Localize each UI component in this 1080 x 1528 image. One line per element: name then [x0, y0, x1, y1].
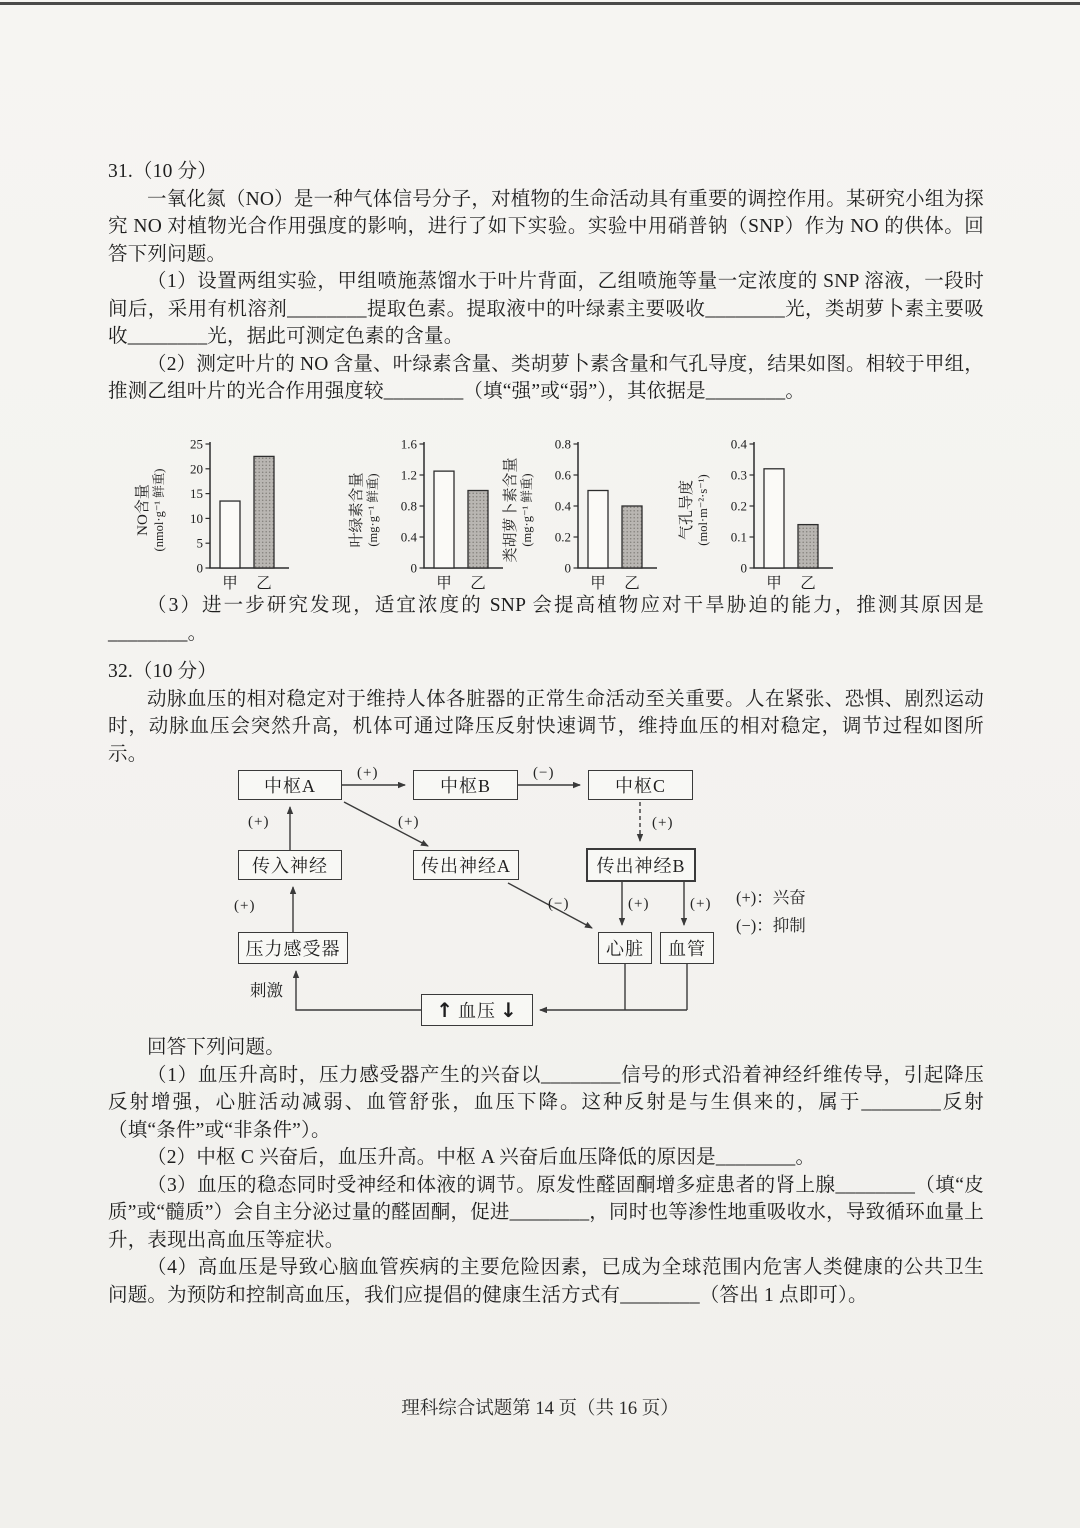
node-center-a: 中枢A — [238, 770, 342, 800]
q32-part3: （3）血压的稳态同时受神经和体液的调节。原发性醛固酮增多症患者的肾上腺________（填“皮质”或“髓质”）会自主分泌过量的醛固酮，促进________，同时也等渗性地重吸收水，导致循环血量上升，表现出高血压等症状。 — [108, 1174, 984, 1251]
bar-chart-svg — [388, 436, 508, 596]
edge-label-plus-a-b: (+) — [357, 765, 379, 781]
category-label: 乙 — [256, 575, 272, 592]
chart-no-content — [128, 436, 296, 598]
y-tick-label: 10 — [190, 510, 203, 526]
bar-甲 — [588, 491, 608, 569]
y-tick-label: 0.4 — [730, 436, 747, 452]
scan-edge-line — [0, 2, 1080, 5]
chart-ylabel-unit: (mg·g⁻¹ 鲜重) — [520, 473, 535, 547]
node-vessel: 血管 — [660, 932, 714, 964]
category-label: 乙 — [624, 575, 640, 592]
chart-chlorophyll-content — [342, 436, 510, 598]
question-32-parts — [108, 1034, 984, 1309]
chart-ylabel — [496, 436, 542, 596]
bar-乙 — [622, 506, 642, 568]
y-tick-label: 0.2 — [730, 498, 747, 514]
y-tick-label: 0 — [196, 560, 203, 576]
category-label: 甲 — [766, 575, 782, 592]
node-efferent-nerve-b: 传出神经B — [586, 848, 696, 882]
q31-part2: （2）测定叶片的 NO 含量、叶绿素含量、类胡萝卜素含量和气孔导度，结果如图。相较于甲组，推测乙组叶片的光合作用强度较________（填“强”或“弱”），其依据是________。 — [108, 353, 984, 402]
chart-ylabel-name: 气孔导度 — [679, 479, 696, 540]
node-afferent-nerve: 传入神经 — [238, 850, 342, 880]
chart-ylabel-name: NO含量 — [135, 483, 152, 536]
q31-part3: （3）进一步研究发现，适宜浓度的 SNP 会提高植物应对干旱胁迫的能力，推测其原因是________。 — [108, 595, 984, 644]
chart-ylabel-unit: (mg·g⁻¹ 鲜重) — [366, 473, 381, 547]
chart-ylabel — [672, 436, 718, 596]
node-heart: 心脏 — [598, 932, 652, 964]
q32-number: 32.（10 分） — [108, 661, 218, 682]
question-31 — [108, 158, 984, 406]
chart-ylabel-unit: (nmol·g⁻¹ 鲜重) — [152, 468, 167, 552]
edge-label-plus-efferent-b-vessel: (+) — [690, 896, 712, 912]
page-footer: 理科综合试题第 14 页（共 16 页） — [401, 1399, 679, 1419]
stimulus-label: 刺激 — [250, 981, 283, 1000]
edge-label-plus-a-efferent-a: (+) — [398, 814, 420, 830]
edge-label-minus-efferent-a-heart: (−) — [548, 896, 570, 912]
chart-ylabel — [128, 436, 174, 596]
bar-chart-svg — [718, 436, 838, 596]
y-tick-label: 0 — [564, 560, 571, 576]
chart-stomatal-conductance — [672, 436, 840, 598]
legend-plus: (+)：兴奋 — [736, 888, 806, 907]
edge-label-plus-afferent-a: (+) — [248, 814, 270, 830]
bar-甲 — [434, 471, 454, 568]
q32-prompt: 回答下列问题。 — [147, 1037, 285, 1058]
node-blood-pressure — [421, 994, 533, 1026]
y-tick-label: 20 — [190, 461, 203, 477]
category-label: 甲 — [436, 575, 452, 592]
chart-ylabel-unit: (mol·m⁻²·s⁻¹) — [696, 473, 711, 546]
node-center-b: 中枢B — [413, 770, 518, 800]
bar-甲 — [220, 501, 240, 568]
y-tick-label: 15 — [190, 486, 203, 502]
diagram-arrows — [0, 762, 1080, 1040]
question-31-part3 — [108, 592, 984, 647]
q31-part1: （1）设置两组实验，甲组喷施蒸馏水于叶片背面，乙组喷施等量一定浓度的 SNP 溶液，一段时间后，采用有机溶剂________提取色素。提取液中的叶绿素主要吸收________光，类胡萝卜素主要吸收________光，据此可测定色素的含量。 — [108, 271, 984, 347]
y-tick-label: 0.8 — [554, 436, 571, 452]
y-tick-label: 0.3 — [730, 467, 747, 483]
bp-label: 血压 — [458, 1001, 496, 1021]
bar-chart-svg — [542, 436, 662, 596]
y-tick-label: 1.6 — [400, 436, 417, 452]
bp-up-arrow-icon: ↑ — [436, 998, 454, 1022]
edge-label-minus-b-c: (−) — [533, 765, 555, 781]
edge-label-plus-efferent-b-heart: (+) — [628, 896, 650, 912]
bar-chart-svg — [174, 436, 294, 596]
charts-row — [0, 436, 1080, 600]
bar-乙 — [254, 456, 274, 568]
category-label: 乙 — [800, 575, 816, 592]
category-label: 甲 — [222, 575, 238, 592]
edge-label-plus-baroreceptor: (+) — [234, 898, 256, 914]
y-tick-label: 0.8 — [400, 498, 417, 514]
q32-intro: 动脉血压的相对稳定对于维持人体各脏器的正常生命活动至关重要。人在紧张、恐惧、剧烈运动时，动脉血压会突然升高，机体可通过降压反射快速调节，维持血压的相对稳定，调节过程如图所示。 — [108, 688, 984, 765]
chart-ylabel — [342, 436, 388, 596]
bp-down-arrow-icon: ↓ — [500, 998, 518, 1022]
q32-part2: （2）中枢 C 兴奋后，血压升高。中枢 A 兴奋后血压降低的原因是________。 — [147, 1147, 816, 1168]
y-tick-label: 25 — [190, 436, 203, 452]
chart-ylabel-name: 类胡萝卜素含量 — [503, 457, 520, 563]
y-tick-label: 0.4 — [400, 529, 417, 545]
y-tick-label: 0.1 — [730, 529, 747, 545]
q32-part1: （1）血压升高时，压力感受器产生的兴奋以________信号的形式沿着神经纤维传导，引起降压反射增强，心脏活动减弱、血管舒张，血压下降。这种反射是与生俱来的，属于________反射（填“条件”或“非条件”）。 — [108, 1064, 984, 1141]
q32-part4: （4）高血压是导致心脑血管疾病的主要危险因素，已成为全球范围内危害人类健康的公共卫生问题。为预防和控制高血压，我们应提倡的健康生活方式有________（答出 1 点即可）。 — [108, 1257, 984, 1306]
node-baroreceptor: 压力感受器 — [238, 932, 348, 964]
category-label: 甲 — [590, 575, 606, 592]
bar-甲 — [764, 469, 784, 568]
node-efferent-nerve-a: 传出神经A — [413, 850, 519, 880]
bp-regulation-diagram — [0, 762, 1080, 1040]
q31-intro: 一氧化氮（NO）是一种气体信号分子，对植物的生命活动具有重要的调控作用。某研究小组为探究 NO 对植物光合作用强度的影响，进行了如下实验。实验中用硝普钠（SNP）作为 NO 的供体。回答下列问题。 — [108, 188, 984, 265]
y-tick-label: 0.6 — [554, 467, 571, 483]
category-label: 乙 — [470, 575, 486, 592]
y-tick-label: 0 — [740, 560, 747, 576]
y-tick-label: 5 — [196, 535, 203, 551]
question-32 — [108, 658, 984, 768]
legend-minus: (−)：抑制 — [736, 916, 806, 935]
bar-乙 — [798, 525, 818, 568]
bar-乙 — [468, 491, 488, 569]
chart-carotenoid-content — [496, 436, 664, 598]
node-center-c: 中枢C — [588, 770, 693, 800]
y-tick-label: 0.4 — [554, 498, 571, 514]
chart-ylabel-name: 叶绿素含量 — [349, 472, 366, 548]
q31-number: 31.（10 分） — [108, 161, 218, 182]
edge-label-plus-c-efferent-b: (+) — [652, 815, 674, 831]
y-tick-label: 0 — [410, 560, 417, 576]
y-tick-label: 0.2 — [554, 529, 571, 545]
y-tick-label: 1.2 — [400, 467, 417, 483]
